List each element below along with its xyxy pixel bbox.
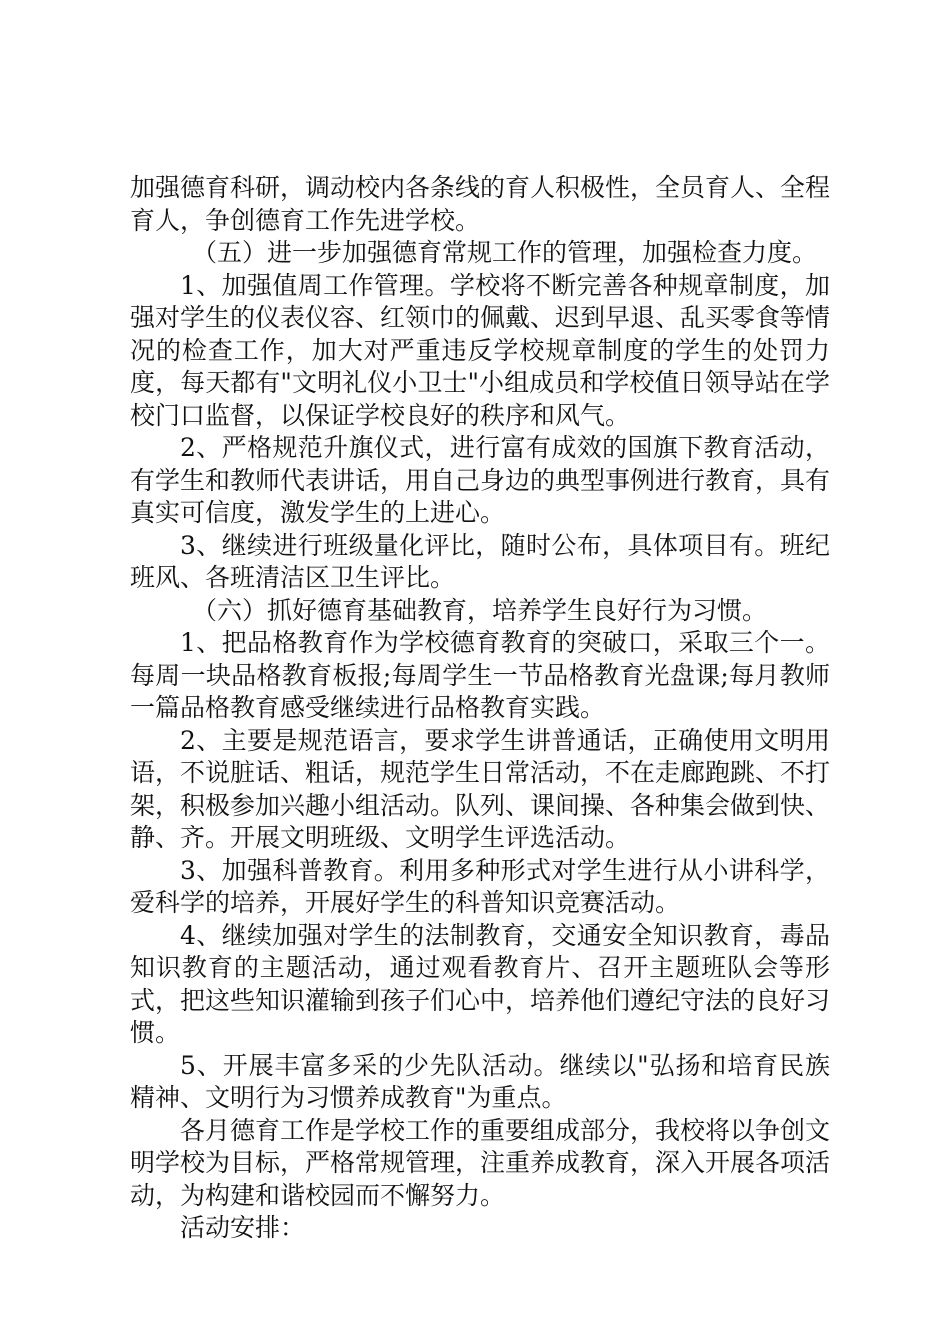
paragraph-summary: 各月德育工作是学校工作的重要组成部分，我校将以争创文明学校为目标，严格常规管理，注重养成教育，深入开展各项活动，为构建和谐校园而不懈努力。: [130, 1115, 831, 1210]
paragraph-item: 2、主要是规范语言，要求学生讲普通话，正确使用文明用语，不说脏话、粗话，规范学生日常活动，不在走廊跑跳、不打架，积极参加兴趣小组活动。队列、课间操、各种集会做到快、静、齐。开展文明班级、文明学生评选活动。: [130, 725, 831, 852]
paragraph-continuation: 加强德育科研，调动校内各条线的育人积极性，全员育人、全程育人，争创德育工作先进学校。: [130, 173, 831, 235]
paragraph-item: 2、严格规范升旗仪式，进行富有成效的国旗下教育活动，有学生和教师代表讲话，用自己身边的典型事例进行教育，具有真实可信度，激发学生的上进心。: [130, 433, 831, 527]
section-heading-6: （六）抓好德育基础教育，培养学生良好行为习惯。: [192, 595, 768, 625]
paragraph-item: 3、加强科普教育。利用多种形式对学生进行从小讲科学，爱科学的培养，开展好学生的科普知识竞赛活动。: [130, 855, 830, 917]
section-heading-5: （五）进一步加强德育常规工作的管理，加强检查力度。: [192, 238, 818, 267]
activity-schedule-heading: 活动安排：: [180, 1213, 306, 1242]
paragraph-item: 4、继续加强对学生的法制教育，交通安全知识教育，毒品知识教育的主题活动，通过观看教育片、召开主题班队会等形式，把这些知识灌输到孩子们心中，培养他们遵纪守法的良好习惯。: [130, 920, 831, 1047]
paragraph-item: 1、把品格教育作为学校德育教育的突破口，采取三个一。每周一块品格教育板报;每周学生一节品格教育光盘课;每月教师一篇品格教育感受继续进行品格教育实践。: [130, 628, 830, 722]
paragraph-item: 5、开展丰富多采的少先队活动。继续以"弘扬和培育民族精神、文明行为习惯养成教育"为重点。: [130, 1050, 830, 1112]
paragraph-item: 3、继续进行班级量化评比，随时公布，具体项目有。班纪班风、各班清洁区卫生评比。: [130, 530, 830, 592]
paragraph-item: 1、加强值周工作管理。学校将不断完善各种规章制度，加强对学生的仪表仪容、红领巾的佩戴、迟到早退、乱买零食等情况的检查工作，加大对严重违反学校规章制度的学生的处罚力度，每天都有"文明礼仪小卫士"小组成员和学校值日领导站在学校门口监督，以保证学校良好的秩序和风气。: [130, 270, 831, 430]
document-body: [130, 172, 830, 1245]
